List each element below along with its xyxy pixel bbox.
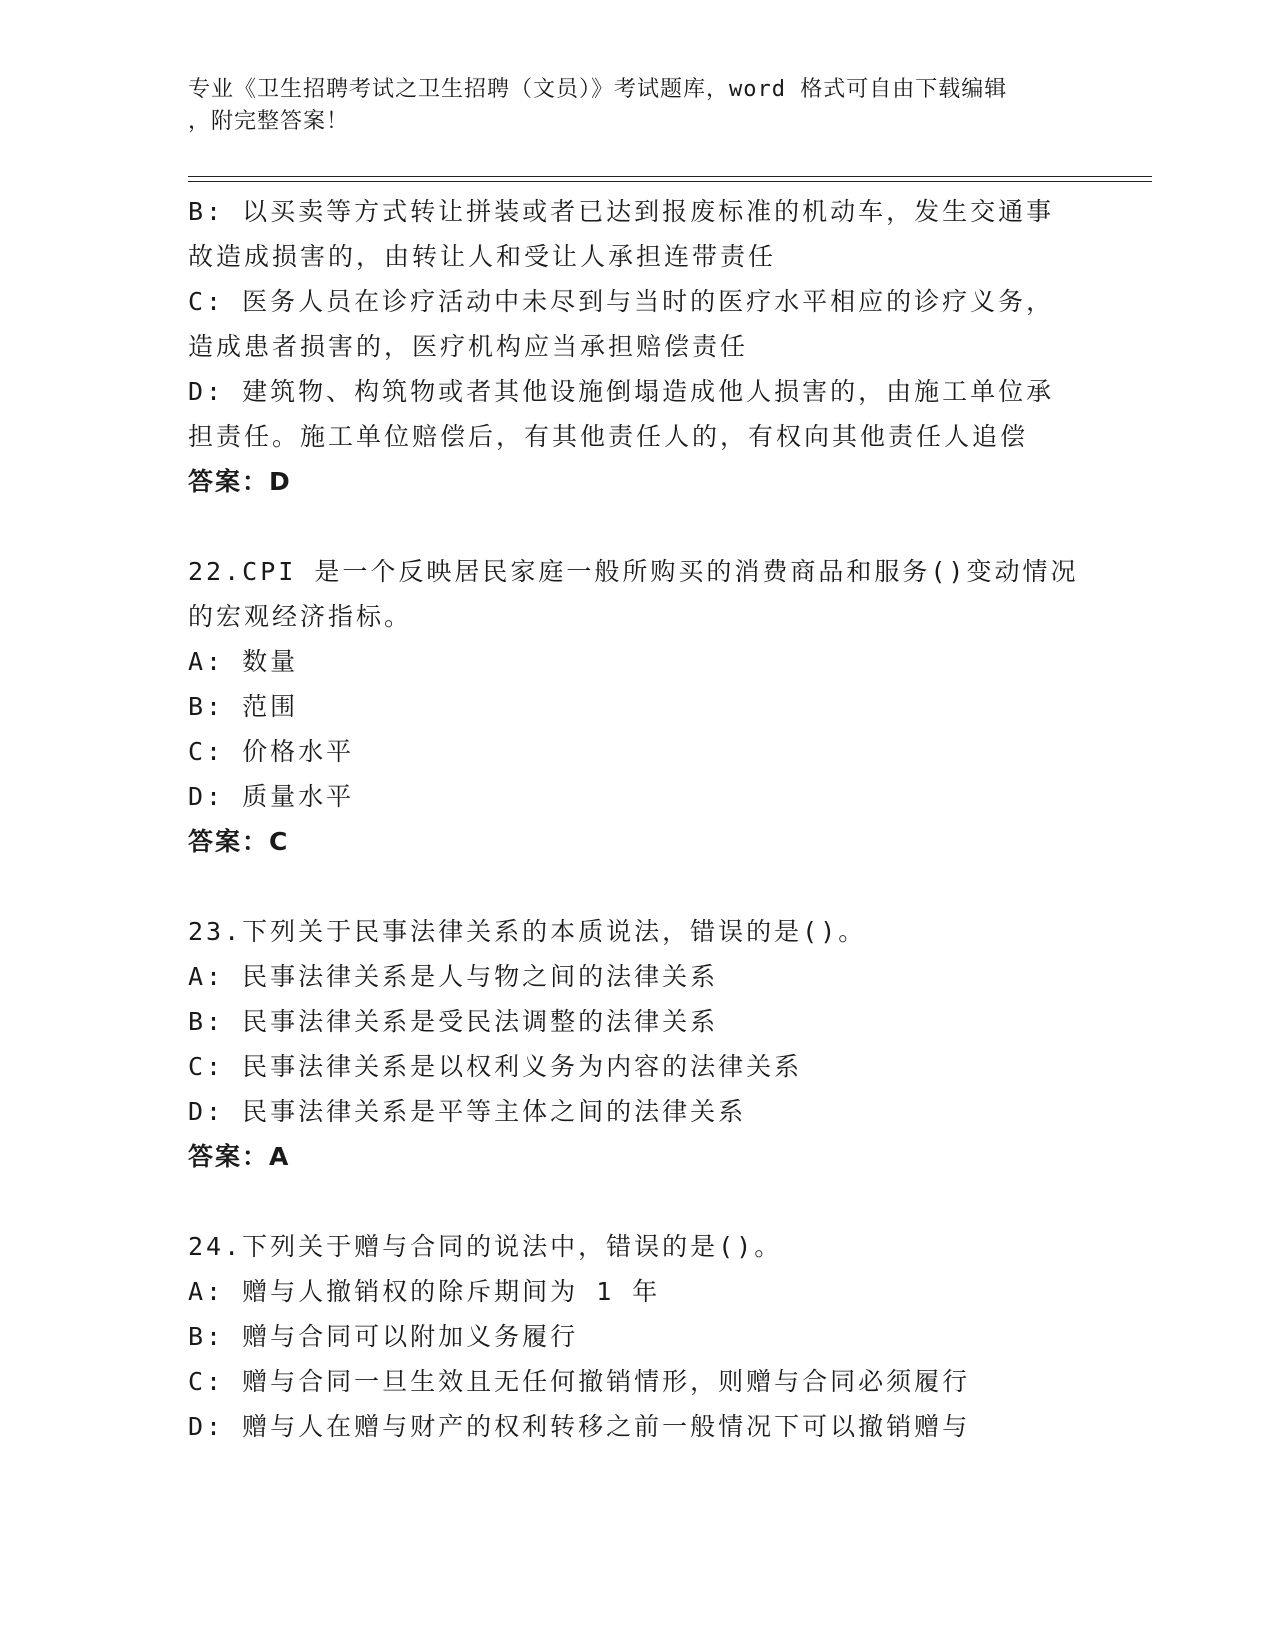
question-content (188, 189, 1088, 1449)
spacer (188, 864, 1088, 909)
question-22-stem-line-2: 的宏观经济指标。 (188, 602, 413, 631)
question-21-continued (188, 189, 1088, 504)
option-b-line-1: B: 以买卖等方式转让拼装或者已达到报废标准的机动车，发生交通事 (188, 197, 1055, 226)
question-23-option-b: B: 民事法律关系是受民法调整的法律关系 (188, 1007, 719, 1036)
question-24-option-a: A: 赠与人撤销权的除斥期间为 1 年 (188, 1277, 661, 1306)
option-c-line-1: C: 医务人员在诊疗活动中未尽到与当时的医疗水平相应的诊疗义务， (188, 287, 1055, 316)
header-divider-bottom (188, 181, 1152, 182)
question-23-option-d: D: 民事法律关系是平等主体之间的法律关系 (188, 1097, 747, 1126)
question-24-option-d: D: 赠与人在赠与财产的权利转移之前一般情况下可以撤销赠与 (188, 1412, 971, 1441)
question-22-option-c: C: 价格水平 (188, 737, 355, 766)
question-23-option-a: A: 民事法律关系是人与物之间的法律关系 (188, 962, 719, 991)
header-divider-top (188, 176, 1152, 177)
spacer (188, 504, 1088, 549)
spacer (188, 1179, 1088, 1224)
answer-22: 答案：C (188, 827, 290, 856)
header-line-2: ，附完整答案！ (188, 109, 350, 134)
question-23-stem: 23.下列关于民事法律关系的本质说法，错误的是()。 (188, 917, 867, 946)
question-23 (188, 909, 1088, 1179)
question-22-option-a: A: 数量 (188, 647, 299, 676)
answer-23: 答案：A (188, 1142, 291, 1171)
question-22 (188, 549, 1088, 864)
question-24-option-b: B: 赠与合同可以附加义务履行 (188, 1322, 579, 1351)
question-22-option-d: D: 质量水平 (188, 782, 355, 811)
question-24 (188, 1224, 1088, 1449)
option-d-line-2: 担责任。施工单位赔偿后，有其他责任人的，有权向其他责任人追偿 (188, 422, 1029, 451)
question-22-stem-line-1: 22.CPI 是一个反映居民家庭一般所购买的消费商品和服务()变动情况 (188, 557, 1079, 586)
option-b-line-2: 故造成损害的，由转让人和受让人承担连带责任 (188, 242, 777, 271)
option-d-line-1: D: 建筑物、构筑物或者其他设施倒塌造成他人损害的，由施工单位承 (188, 377, 1055, 406)
document-header (188, 74, 1068, 138)
question-22-option-b: B: 范围 (188, 692, 299, 721)
question-23-option-c: C: 民事法律关系是以权利义务为内容的法律关系 (188, 1052, 803, 1081)
header-line-1: 专业《卫生招聘考试之卫生招聘（文员）》考试题库，word 格式可自由下载编辑 (188, 77, 1008, 102)
question-24-option-c: C: 赠与合同一旦生效且无任何撤销情形，则赠与合同必须履行 (188, 1367, 971, 1396)
question-24-stem: 24.下列关于赠与合同的说法中，错误的是()。 (188, 1232, 783, 1261)
option-c-line-2: 造成患者损害的，医疗机构应当承担赔偿责任 (188, 332, 749, 361)
answer-21: 答案：D (188, 467, 292, 496)
